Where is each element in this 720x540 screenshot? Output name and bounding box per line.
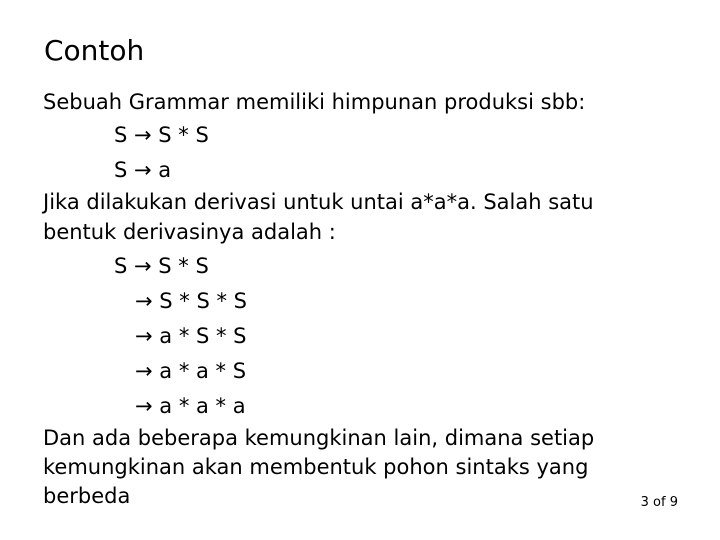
slide-title: Contoh (44, 34, 145, 67)
derivation-step-4: → a * a * a (135, 394, 246, 418)
slide-body (43, 86, 643, 511)
derivation-step-1: → S * S * S (135, 289, 247, 313)
derivation-step-2: → a * S * S (135, 324, 247, 348)
production-rule-2: S → a (114, 158, 172, 182)
derivation-step-3: → a * a * S (135, 359, 247, 383)
production-rule-1: S → S * S (114, 123, 209, 147)
closing-line-2: kemungkinan akan membentuk pohon sintaks yang (43, 455, 589, 479)
closing-line-1: Dan ada beberapa kemungkinan lain, dimana setiap (43, 426, 595, 450)
derivation-start: S → S * S (114, 254, 209, 278)
intro-text: Sebuah Grammar memiliki himpunan produksi sbb: (43, 90, 586, 114)
question-line-1: Jika dilakukan derivasi untuk untai a*a*a. Salah satu (43, 190, 594, 214)
closing-line-3: berbeda (43, 484, 131, 508)
question-line-2: bentuk derivasinya adalah : (43, 220, 336, 244)
page-number: 3 of 9 (640, 495, 678, 510)
